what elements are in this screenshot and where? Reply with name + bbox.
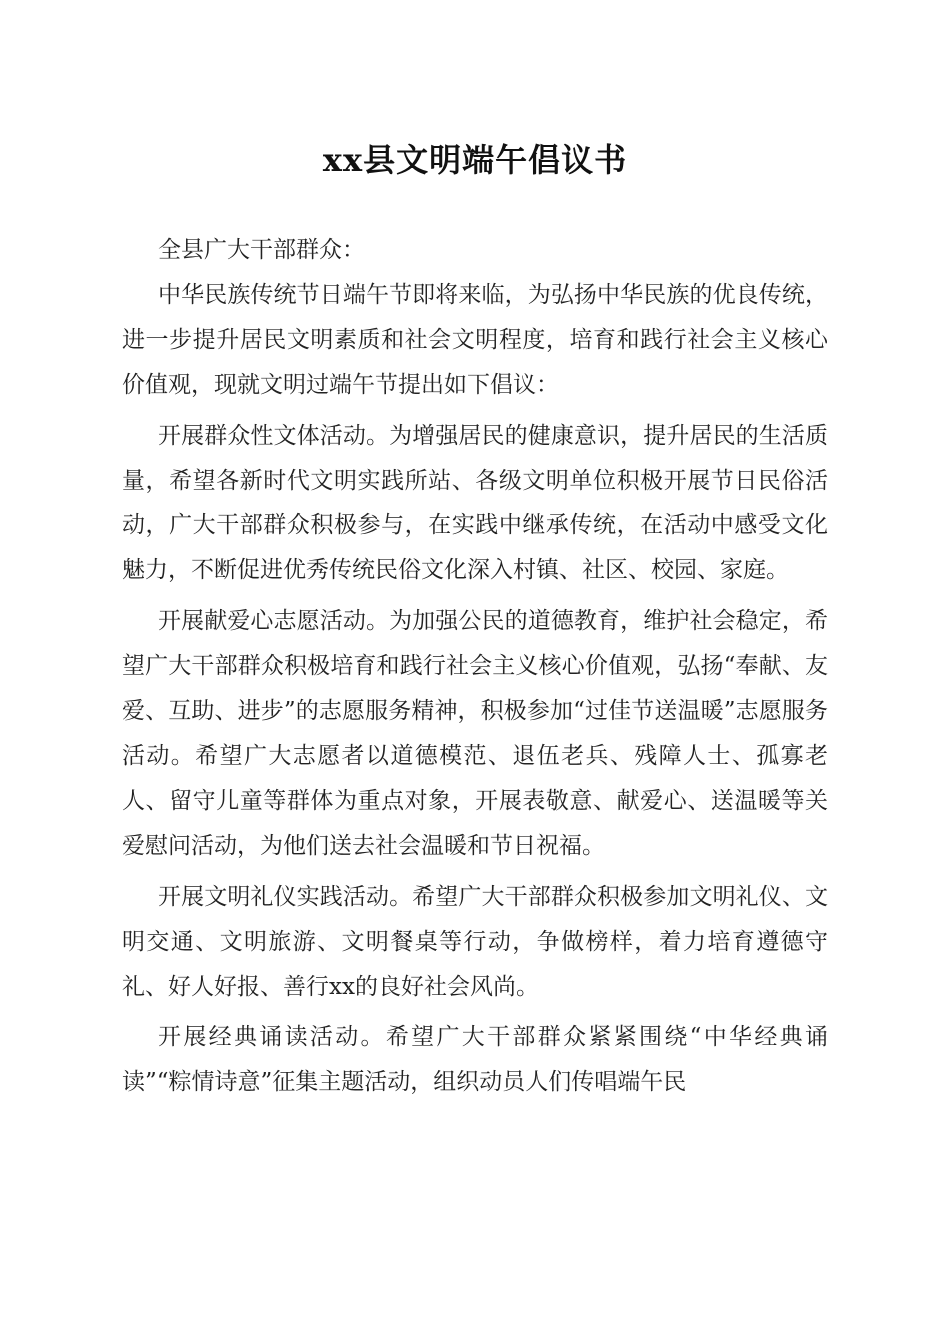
- paragraph-intro: 中华民族传统节日端午节即将来临，为弘扬中华民族的优良传统，进一步提升居民文明素质和社会文明程度，培育和践行社会主义核心价值观，现就文明过端午节提出如下倡议：: [122, 281, 828, 398]
- paragraph-classic-reading: 开展经典诵读活动。希望广大干部群众紧紧围绕“中华经典诵读”“粽情诗意”征集主题活动，组织动员人们传唱端午民: [122, 1024, 828, 1096]
- document-title: xx县文明端午倡议书: [322, 141, 628, 179]
- document-body: [122, 228, 828, 1105]
- paragraph-volunteer: 开展献爱心志愿活动。为加强公民的道德教育，维护社会稳定，希望广大干部群众积极培育和践行社会主义核心价值观，弘扬“奉献、友爱、互助、进步”的志愿服务精神，积极参加“过佳节送温暖”志愿服务活动。希望广大志愿者以道德模范、退伍老兵、残障人士、孤寡老人、留守儿童等群体为重点对象，开展表敬意、献爱心、送温暖等关爱慰问活动，为他们送去社会温暖和节日祝福。: [122, 608, 828, 859]
- paragraph-cultural-sports: 开展群众性文体活动。为增强居民的健康意识，提升居民的生活质量，希望各新时代文明实践所站、各级文明单位积极开展节日民俗活动，广大干部群众积极参与，在实践中继承传统，在活动中感受文化魅力，不断促进优秀传统民俗文化深入村镇、社区、校园、家庭。: [122, 422, 828, 584]
- paragraph-etiquette: 开展文明礼仪实践活动。希望广大干部群众积极参加文明礼仪、文明交通、文明旅游、文明餐桌等行动，争做榜样，着力培育遵德守礼、好人好报、善行xx的良好社会风尚。: [122, 883, 828, 1000]
- salutation: 全县广大干部群众：: [158, 237, 365, 263]
